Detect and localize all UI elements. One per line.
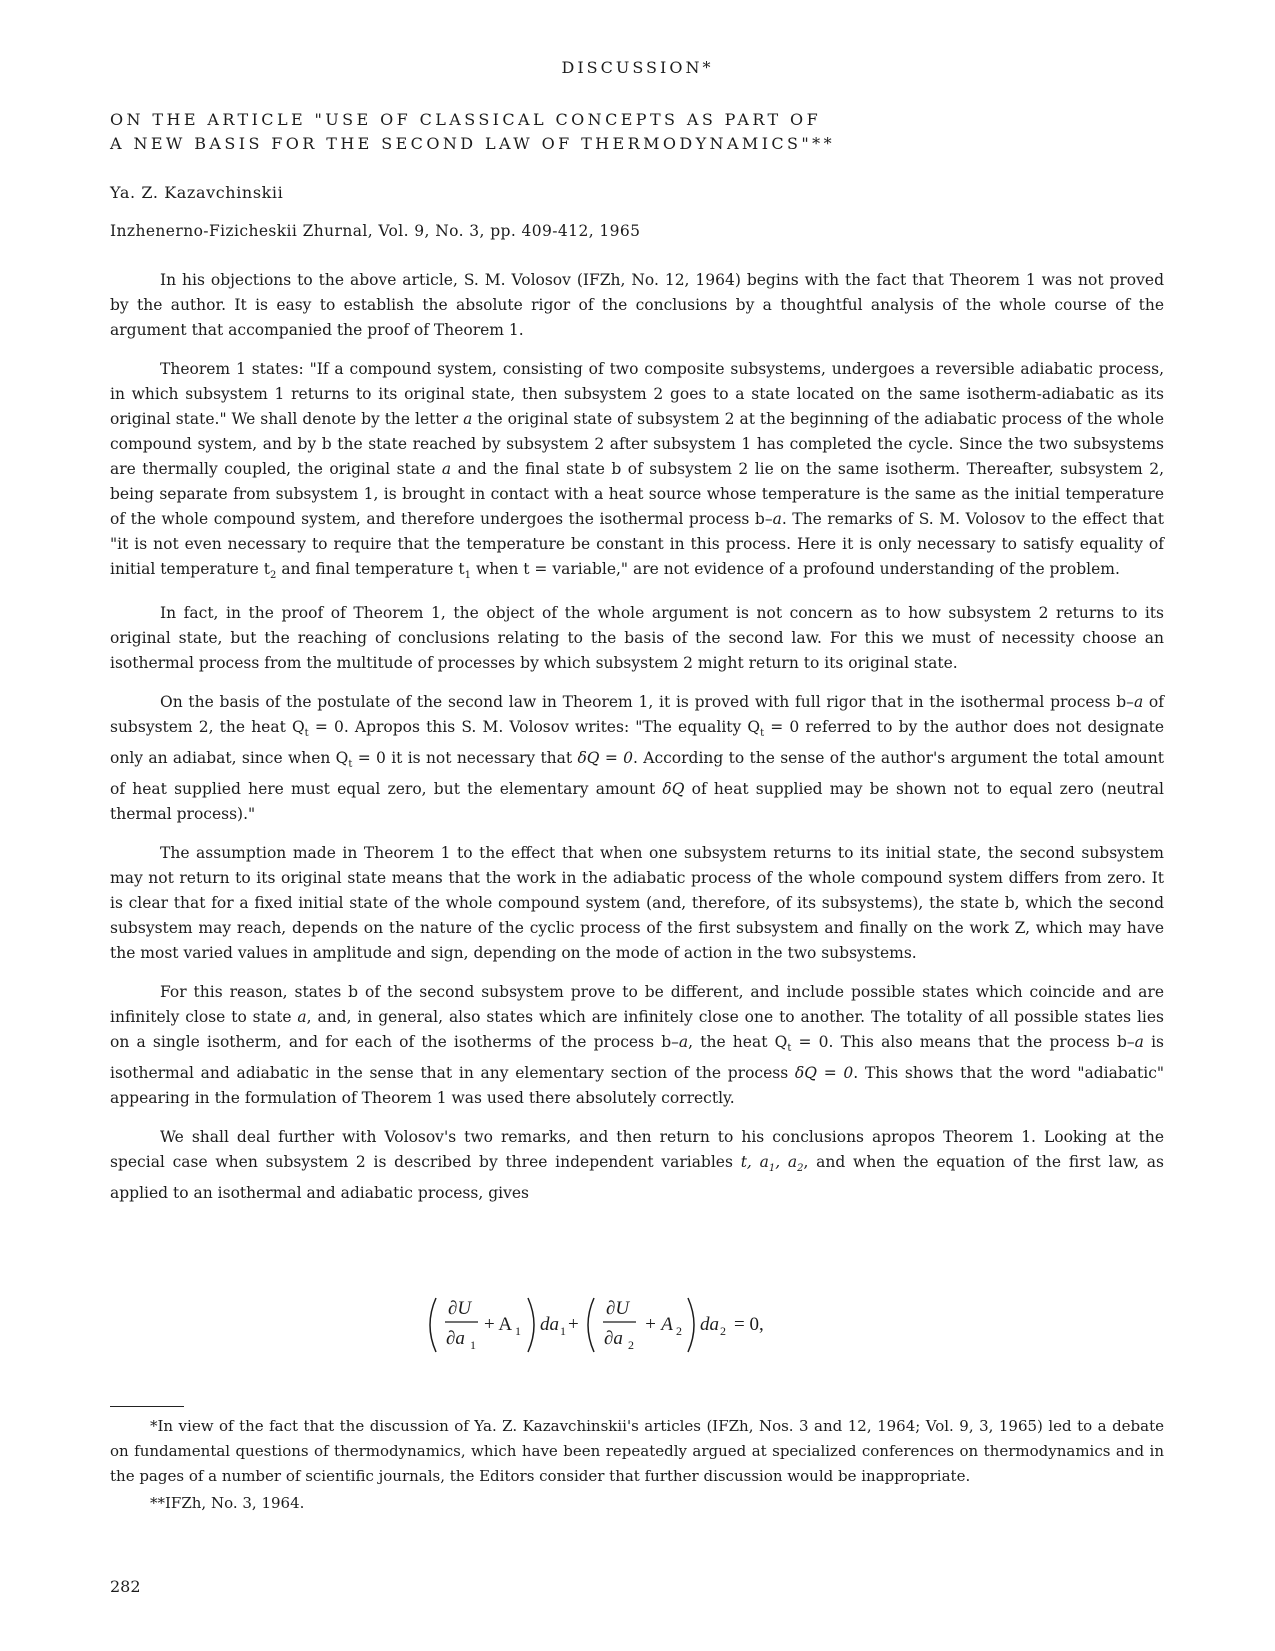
first-law-equation xyxy=(0,1290,1275,1360)
eq-num-2: ∂U xyxy=(606,1298,630,1319)
eq-a2-sub: 2 xyxy=(676,1324,682,1338)
title-line-2: A NEW BASIS FOR THE SECOND LAW OF THERMODYNAMICS"** xyxy=(110,134,835,153)
eq-den-1: ∂a xyxy=(446,1328,465,1349)
paragraph-2: Theorem 1 states: "If a compound system, consisting of two composite subsystems, undergoes a reversible adiabatic process, in which subsystem 1 returns to its original state, then subsystem 2 goes to a state located on the same isotherm-adiabatic as its original state." We shall denote by the letter a the original state of subsystem 2 at the beginning of the adiabatic process of the whole compound system, and by b the state reached by subsystem 2 after subsystem 1 has completed the cycle. Since the two subsystems are thermally coupled, the original state a and the final state b of subsystem 2 lie on the same isotherm. Thereafter, subsystem 2, being separate from subsystem 1, is brought in contact with a heat source whose temperature is the same as the initial temperature of the whole compound system, and therefore undergoes the isothermal process b–a. The remarks of S. M. Volosov to the effect that "it is not even necessary to require that the temperature be constant in this process. Here it is only necessary to satisfy equality of initial temperature $t_2$ and final temperature $t_1$ when t = variable," are not evidence of a profound understanding of the problem. xyxy=(110,360,1165,582)
eq-da2: da xyxy=(700,1314,719,1335)
section-label: DISCUSSION* xyxy=(561,58,714,77)
title-line-1: ON THE ARTICLE "USE OF CLASSICAL CONCEPTS AS PART OF xyxy=(110,110,822,129)
math-deltaq-eq-zero: δQ = 0 xyxy=(577,749,633,768)
paragraph-4: On the basis of the postulate of the second law in Theorem 1, it is proved with full rigor that in the isothermal process b–a of subsystem 2, the heat $Q_t = 0$. Apropos this S. M. Volosov writes: "The equality $Q_t = 0$ referred to by the author does not designate only an adiabat, since when $Q_t = 0$ it is not necessary that δQ = 0. According to the sense of the author's argument the total amount of heat supplied here must equal zero, but the elementary amount δQ of heat supplied may be shown not to equal zero (neutral thermal process)." xyxy=(110,693,1164,824)
paragraph-6: For this reason, states b of the second subsystem prove to be different, and include possible states which coincide and are infinitely close to state a, and, in general, also states which are infinitely close one to another. The totality of all possible states lies on a single isotherm, and for each of the isotherms of the process b–a, the heat $Q_t = 0$. This also means that the process b–a is isothermal and adiabatic in the sense that in any elementary section of the process δQ = 0. This shows that the word "adiabatic" appearing in the formulation of Theorem 1 was used there absolutely correctly. xyxy=(110,983,1165,1108)
math-deltaq: δQ xyxy=(662,780,685,799)
journal-citation: Inzhenerno-Fizicheskii Zhurnal, Vol. 9, No. 3, pp. 409-412, 1965 xyxy=(110,222,641,240)
eq-den-2-sub: 2 xyxy=(628,1338,634,1352)
eq-da2-sub: 2 xyxy=(720,1324,726,1338)
page-number: 282 xyxy=(110,1577,141,1596)
author-name: Ya. Z. Kazavchinskii xyxy=(110,183,284,202)
eq-den-2: ∂a xyxy=(604,1328,623,1349)
math-deltaq-eq-zero-2: δQ = 0 xyxy=(794,1064,854,1083)
footnotes xyxy=(110,1414,1164,1518)
article-body xyxy=(110,268,1164,1220)
eq-den-1-sub: 1 xyxy=(470,1338,476,1352)
eq-a1-sub: 1 xyxy=(515,1324,521,1338)
paragraph-1: In his objections to the above article, S. M. Volosov (IFZh, No. 12, 1964) begins with the fact that Theorem 1 was not proved by the author. It is easy to establish the absolute rigor of the conclusions by a thoughtful analysis of the whole course of the argument that accompanied the proof of Theorem 1. xyxy=(110,271,1164,339)
paragraph-3: In fact, in the proof of Theorem 1, the object of the whole argument is not concern as to how subsystem 2 returns to its original state, but the reaching of conclusions relating to the basis of the second law. For this we must of necessity choose an isothermal process from the multitude of processes by which subsystem 2 might return to its original state. xyxy=(110,604,1164,673)
footnote-2: **IFZh, No. 3, 1964. xyxy=(150,1494,305,1512)
eq-plus-a2: + A xyxy=(644,1314,673,1335)
eq-da1: da xyxy=(540,1314,559,1335)
eq-rhs: = 0, xyxy=(734,1314,764,1335)
footnote-1: *In view of the fact that the discussion of Ya. Z. Kazavchinskii's articles (IFZh, Nos. 3 and 12, 1964; Vol. 9, 3, 1965) led to a debate on fundamental questions of thermodynamics, which have been repeatedly argued at specialized conferences on thermodynamics and in the pages of a number of scientific journals, the Editors consider that further discussion would be inappropriate. xyxy=(110,1417,1164,1485)
eq-num-1: ∂U xyxy=(448,1298,472,1319)
paragraph-5: The assumption made in Theorem 1 to the effect that when one subsystem returns to its initial state, the second subsystem may not return to its original state means that the work in the adiabatic process of the whole compound system differs from zero. It is clear that for a fixed initial state of the whole compound system (and, therefore, of its subsystems), the state b, which the second subsystem may reach, depends on the nature of the cyclic process of the first subsystem and finally on the work Z, which may have the most varied values in amplitude and sign, depending on the mode of action in the two subsystems. xyxy=(110,844,1164,963)
paragraph-7: We shall deal further with Volosov's two remarks, and then return to his conclusions apropos Theorem 1. Looking at the special case when subsystem 2 is described by three independent variables t, $a_1$, $a_2$, and when the equation of the first law, as applied to an isothermal and adiabatic process, gives xyxy=(110,1128,1164,1203)
eq-plus-a1: + A xyxy=(484,1314,513,1335)
eq-plus-mid: + xyxy=(568,1314,579,1335)
eq-da1-sub: 1 xyxy=(560,1324,566,1338)
article-title xyxy=(110,108,835,156)
footnote-divider xyxy=(110,1406,184,1407)
